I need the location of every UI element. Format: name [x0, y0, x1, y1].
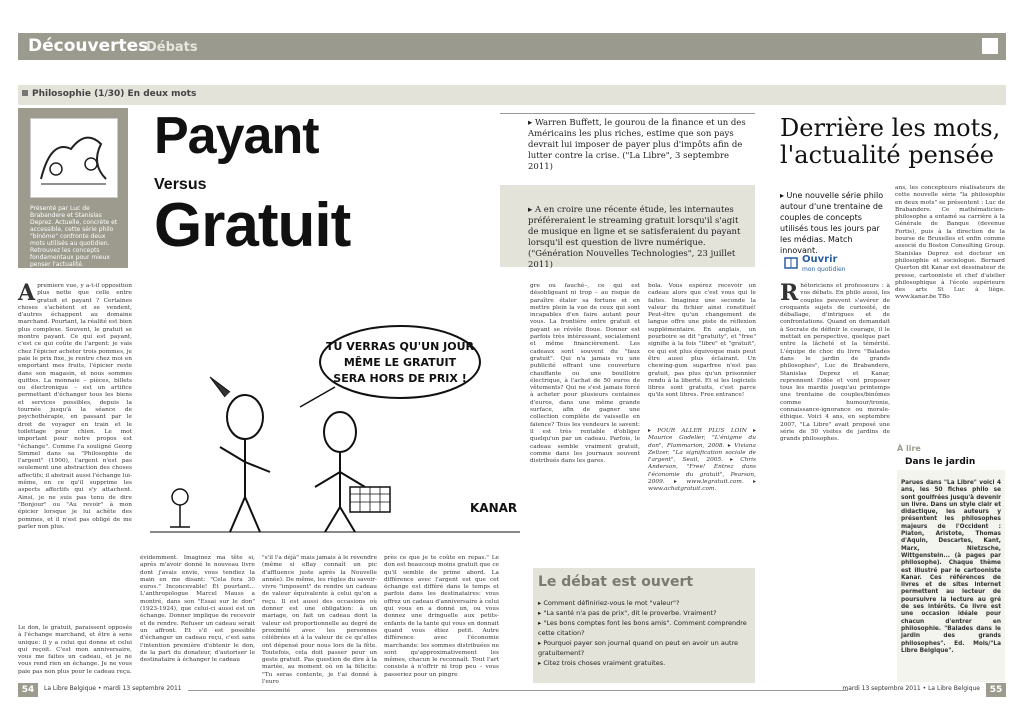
- cartoon-speech-line1: TU VERRAS QU'UN JOUR: [326, 340, 474, 353]
- article-col3: "s'il l'a déjà" mais jamais à le revendre (même si eBay connaît un pic d'affluence juste après la Nouvelle année). De même, les règles du savoir-vivre "imposent" de rendre un cadeau de valeur équivalente à celui qu'on a reçu. Il est aussi des occasions où donner est une obligation: à un mariage, on fait un cadeau dont la valeur est proportionnelle au degré de proximité avec les personnes célébrées et à la valeur de ce qu'elles ont dépensé pour nous lors de la fête. Toutefois, cela doit passer pour un geste gratuit. Pas question de dire à la mariée, au moment où on la félicite: "Tu seras contente, je t'ai donné à l'euro: [262, 555, 377, 686]
- dropcap-r: R: [780, 280, 799, 306]
- footer-right-text: mardi 13 septembre 2011 • La Libre Belgique: [842, 685, 980, 692]
- intro-caption: Présenté par Luc de Brabandere et Stanislas Deprez. Actuelle, concrète et accessible, cette série philo "binôme" confronte deux mots utilisés au quotidien. Retrouvez les concepts fondamentaux pour mieux penser l'actualité.: [30, 205, 118, 268]
- square-icon: [982, 38, 998, 54]
- article-col1: Apremiere vue, y a-t-il opposition plus nette que celle entre gratuit et payant ? Certaines choses s'achètent et se vendent, d'autres échappent au domaine marchand. Pourtant, la réalité est bien plus complexe. Souvent, le gratuit se montre payant. Ce qui est payant, c'est ce qui coûte de l'argent: je vais chez l'épicier acheter trois pommes, je paie le prix fixe, je rentre chez moi en emportant mes fruits, l'épicier reste dans son magasin, et nous sommes quittes. La monnaie – pièces, billets ou électronique – est un artifice permettant d'échanger tous les biens et services possibles, depuis la tournée jusqu'à la séance de psychothérapie, en passant par le droit de voyager en train et le toilettage pour chien. Le mot important pour notre propos est "échange". Comme l'a souligné Georg Simmel dans sa "Philosophie de l'argent" (1900), l'argent n'est pas seulement une abstraction des choses affectifs; il abstrait aussi l'échange lui-même, en ce qu'il supprime les aspects affectifs qui s'y attachent. Ainsi, je ne suis pas tenu de dire "Bonjour" ou "Au revoir" à mon épicier lorsque je lui achète des pommes, et il n'est pas obligé de me parler non plus.: [18, 280, 132, 530]
- article-col1b: Le don, le gratuit, paraissent opposés à l'échange marchand, et être à sens unique: il y a celui qui donne et celui qui reçoit. C'est mon anniversaire, vous me faites un cadeau, et je ne vous rend rien en échange. Je ne vous paie pas non plus pour le cadeau reçu.: [18, 625, 132, 675]
- cartoon-signature: KANAR: [470, 501, 518, 515]
- debate-item: ▸ "La santé n'a pas de prix", dit le proverbe. Vraiment?: [538, 609, 717, 617]
- subsection-title: Débats: [146, 40, 198, 55]
- series-suffix: En deux mots: [127, 89, 197, 99]
- title-word1: Payant: [154, 107, 319, 165]
- cartoon-drawing-icon: [150, 322, 520, 537]
- article-col4: près ce que je te coûte en repas." Le don est beaucoup moins gratuit que ce qu'il semble de prime abord. La différence avec l'argent est que cet échange est différé dans le temps et parfois dans les destinataires: vous offrez un cadeau d'anniversaire à celui qui vous en a donné un, ou vous donnez une dringuelle aux petits-enfants de la tante qui vous en donnait quand vous étiez petit. Autre différence avec l'économie marchande: les sommes distribuées ne sont qu'approximativement les mêmes, chacun le reconnaît. Tout l'art consiste à n'offrir ni trop peu – vous passeriez pour un pingre: [384, 555, 499, 678]
- title-word2: Gratuit: [154, 191, 351, 260]
- series-title: Derrière les mots, l'actualité pensée: [780, 114, 1001, 169]
- page-number-right: 55: [986, 683, 1006, 697]
- debate-box: [533, 568, 755, 683]
- debate-item: ▸ Pourquoi payer son journal quand on peut en avoir un autre gratuitement?: [538, 639, 739, 657]
- debate-item: ▸ Comment définiriez-vous le mot "valeur"?: [538, 599, 680, 607]
- book-icon: [784, 256, 798, 270]
- debate-title: Le débat est ouvert: [538, 574, 694, 590]
- jardin-box: [897, 470, 1005, 682]
- jardin-text: Parues dans "La Libre" voici 4 ans, les 50 fiches philo se sont goulfrées jusqu'à devenir un livre. Dans un style clair et didactique, les auteurs y présentent les philosophes majeurs de l'Occident : Platon, Aristote, Thomas d'Aquin, Descartes, Kant, Marx, Nietzsche, Wittgenstein... (à pages par philosophe). Chaque thème est illustré par le cartooniste Kanar. Ces références de livres et de sites internet permettent au lecteur de poursuivre la lecture au gré de ses intérêts. Ce livre est une occasion idéale pour chacun d'entrer en philosophie. "Balades dans le jardin des grands philosophes". Ed. Mols/"La Libre Belgique".: [901, 480, 1001, 654]
- series-header: [18, 85, 1006, 105]
- section-title: Découvertes: [28, 36, 149, 56]
- article-col7: Rhétoriciens et professeurs : à vos débats. En philo aussi, les couples peuvent s'avérer de croquants sujets de curiosité, de déballage, d'intrigues et de confrontations. Quand on demandait à Socrate de définir le courage, il le mettait en perspective, quelque part entre la lâcheté et la témérité. L'équipe de choc du livre "Balades dans le jardin de grands philosophes", Luc de Brabandere, Stanislas Deprez et Kanar, reprennent l'idée et vont proposer tous les mardis jusqu'au printemps une trentaine de couples/binômes comme humour/ironie, connaissance-ignorance ou morale-éthique. Voici 4 ans, en septembre 2007, "La Libre" avait proposé une série de 50 visites de jardins de grands philosophes.: [780, 280, 890, 443]
- debate-item: ▸ "Les bons comptes font les bons amis". Comment comprendre cette citation?: [538, 619, 747, 637]
- quote-buffett: ▸ Warren Buffett, le gourou de la finance et un des Américains les plus riches, estime que son pays devrait lui imposer de payer plus d'impôts afin de lutter contre la crise. ("La Libre", 3 septembre 2011): [528, 118, 746, 172]
- quote-streaming: ▸ A en croire une récente étude, les internautes préféreraient le streaming gratuit lorsqu'il s'agit de musique en ligne et se satisferaient du payant lorsqu'il est question de livre numérique. ("Génération Nouvelles Technologies", 23 juillet 2011): [528, 205, 741, 270]
- authors-column: ans, les concepteurs réalisateurs de cette nouvelle série "la philosophie en deux mots" se présentent : Luc de Brabandere. Ce mathématicien-philosophe a entamé sa carrière à la Générale de Banque (devenue Fortis), puis à la direction de la bourse de Bruxelles et enfin comme associé du Boston Consulting Group. Stanislas Deprez est docteur en philosophie et sociologue. Bernard Querton dit Kanar est dessinateur de presse, cartooniste et chef d'atelier philosophique à l'école supérieure des arts St Luc à liège. www.kanar.be TBo: [895, 185, 1005, 301]
- divider: [500, 113, 755, 114]
- ouvrir-logo: [780, 254, 890, 276]
- jardin-title: Dans le jardin: [905, 457, 976, 467]
- a-lire-label: À lire: [897, 444, 921, 453]
- cartoon-image: [150, 322, 520, 537]
- further-reading: ▸ POUR ALLER PLUS LOIN ▸ Maurice Godelier, "L'énigme du don", Flammarion, 2008. ▸ Viviana Zelizer, "La signification sociale de l'argent", Seuil, 2005. ▸ Chris Anderson, "Free! Entrez dans l'économie du gratuit", Pearson, 2009. ▸ www.legratuit.com. ▸ www.achatgratuit.com.: [648, 428, 756, 493]
- small-cartoon-icon: [31, 119, 117, 197]
- title-versus: Versus: [154, 176, 207, 193]
- page-number-left: 54: [18, 683, 38, 697]
- marker-icon: [22, 90, 28, 96]
- small-cartoon-image: [30, 118, 118, 198]
- cartoon-speech-line3: SERA HORS DE PRIX !: [333, 372, 467, 385]
- footer-divider: [188, 690, 848, 691]
- debate-list: [538, 598, 750, 668]
- dropcap: A: [18, 280, 36, 306]
- article-col2: évidemment. Imaginez ma tête si, après m'avoir donné le nouveau livre dont j'avais envie, vous tendiez la main en me disant: "Cela fera 30 euros." Inconcevable! Et pourtant... L'anthropologue Marcel Mauss a montré, dans son "Essai sur le don" (1923-1924), que celui-ci aussi est un échange. Donner implique de recevoir et de rendre. Refuser un cadeau serait un affront. Et s'il est possible d'échanger un cadeau reçu, c'est sans l'intention première d'obtenir le don, de la part du donateur, d'autoriser le destinataire à échanger le cadeau: [140, 555, 255, 664]
- section-header: [18, 33, 1006, 60]
- cartoon-speech-line2: MÊME LE GRATUIT: [343, 356, 457, 369]
- ouvrir-sub: mon quotidien: [802, 266, 846, 273]
- footer-left-text: La Libre Belgique • mardi 13 septembre 2011: [44, 685, 182, 692]
- page-footer: [18, 683, 1006, 697]
- article-col5: gre ou fauché–, ce qui est désobligeant ni trop – au risque de paraître étaler sa fortune et en mettre plein la vue de ceux qui sont incapables d'en faire autant pour vous. La frontière entre gratuit et payant se révèle floue. Donner est parfois très intéressant, socialement et même financièrement. Les cadeaux sont souvent du "faux gratuit". Qui n'a jamais vu une publicité offrant une couverture chauffante ou une bouilloire électrique, à l'achat de 50 euros de vêtements? Qui ne s'est jamais forcé à acheter pour plusieurs centaines d'euros, dans une même grande surface, afin de gagner une collection complète de vaisselle en faïence? Tous les vendeurs le savent: il est très rentable d'obliger quelqu'un par un cadeau. Parfois, le cadeau semble vraiment gratuit, comme dans les journaux souvent distribués dans les gares.: [530, 283, 640, 465]
- ouvrir-label: Ouvrir: [802, 254, 838, 265]
- series-label: Philosophie (1/30): [32, 89, 125, 99]
- debate-item: ▸ Citez trois choses vraiment gratuites.: [538, 659, 666, 667]
- series-intro: ▸ Une nouvelle série philo autour d'une trentaine de couples de concepts utilisés tous les jours par les médias. Match innovant.: [780, 191, 884, 255]
- article-col6: bola. Vous espérez recevoir un cadeau alors que c'est vous qui le faites. Imaginez une seconde la valeur du fichier ainsi constitué! Peut-être qu'un changement de langue offre une piste de réflexion supplémentaire. En anglais, un pourboire se dit "gratuity", et "free" signifie à la fois "libre" et "gratuit", ce qui est plus équivoque mais peut être aussi plus éclairant. Un chewing-gum sugarfree n'est pas gratuit, pas plus qu'un prisonnier rendu à la liberté. Et si les logiciels libres sont gratuits, c'est parce qu'ils sont libres. Free entrance!: [648, 283, 756, 399]
